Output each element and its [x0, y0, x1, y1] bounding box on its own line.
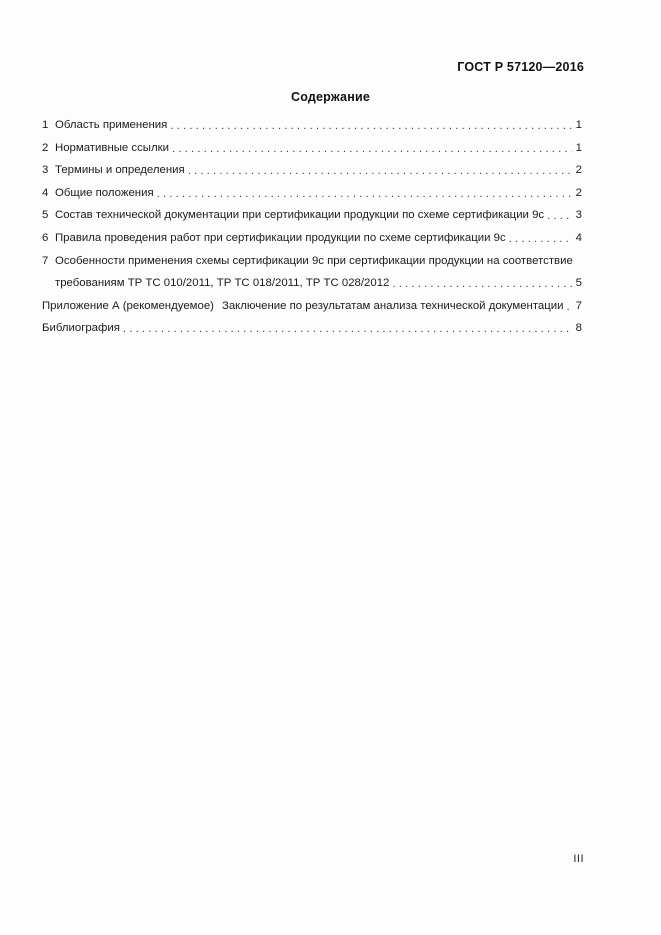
- toc-entry-page: 1: [575, 141, 582, 154]
- toc-entry[interactable]: [42, 186, 582, 200]
- toc-entry-label: Правила проведения работ при сертификации продукции по схеме сертификации 9с: [55, 231, 506, 244]
- toc-entry-label: Термины и определения: [55, 164, 185, 177]
- dot-leader: [392, 278, 572, 290]
- toc-entry-number: 2: [42, 141, 49, 154]
- toc-entry-label: Состав технической документации при сертификации продукции по схеме сертификации 9с: [55, 209, 545, 222]
- toc-entry-page: 3: [575, 209, 582, 222]
- toc-entry-label: Общие положения: [55, 186, 154, 199]
- toc-entry[interactable]: [42, 208, 582, 222]
- toc-entry-page: 5: [575, 277, 582, 290]
- document-standard-number: ГОСТ Р 57120—2016: [457, 60, 584, 74]
- dot-leader: [123, 323, 572, 335]
- toc-entry[interactable]: [42, 231, 582, 245]
- dot-leader: [170, 120, 572, 132]
- dot-leader: [188, 165, 572, 177]
- toc-entry-number: 1: [42, 119, 49, 131]
- dot-leader: [547, 210, 572, 222]
- toc-entry[interactable]: [42, 163, 582, 177]
- toc-entry[interactable]: [42, 254, 582, 291]
- toc-entry-number: 4: [42, 186, 49, 199]
- dot-leader: [567, 301, 573, 313]
- toc-appendix-title: Заключение по результатам анализа технической документации: [221, 299, 564, 312]
- toc-entry-label: Область применения: [55, 119, 168, 131]
- toc-entry-page: 2: [575, 186, 582, 199]
- dot-leader: [509, 233, 572, 245]
- toc-entry-page: 7: [575, 299, 582, 312]
- toc-entry-page: 4: [575, 231, 582, 244]
- toc-entry-label-line2: требованиям ТР ТС 010/2011, ТР ТС 018/2011, ТР ТС 028/2012: [55, 277, 390, 290]
- toc-entry-page: 2: [575, 164, 582, 177]
- toc-entry-label-line1: Особенности применения схемы сертификации 9с при сертификации продукции на соответствие: [55, 254, 573, 267]
- toc-entry-page: 8: [575, 322, 582, 335]
- page-number: III: [573, 853, 584, 865]
- table-of-contents: [42, 118, 582, 344]
- toc-appendix-label: Приложение А (рекомендуемое): [42, 299, 214, 312]
- toc-entry[interactable]: [42, 141, 582, 155]
- toc-entry-number: 6: [42, 231, 49, 244]
- toc-entry-number: 5: [42, 209, 49, 222]
- page-title: Содержание: [290, 90, 370, 104]
- toc-entry-appendix[interactable]: [42, 299, 582, 313]
- toc-entry-number: 3: [42, 164, 49, 177]
- toc-entry-page: 1: [575, 119, 582, 131]
- toc-entry-label: Нормативные ссылки: [55, 141, 169, 154]
- toc-entry-number: 7: [42, 254, 49, 267]
- dot-leader: [172, 143, 572, 155]
- toc-entry[interactable]: [42, 118, 582, 132]
- dot-leader: [157, 188, 572, 200]
- toc-entry-label: Библиография: [42, 322, 120, 335]
- toc-entry-bibliography[interactable]: [42, 321, 582, 335]
